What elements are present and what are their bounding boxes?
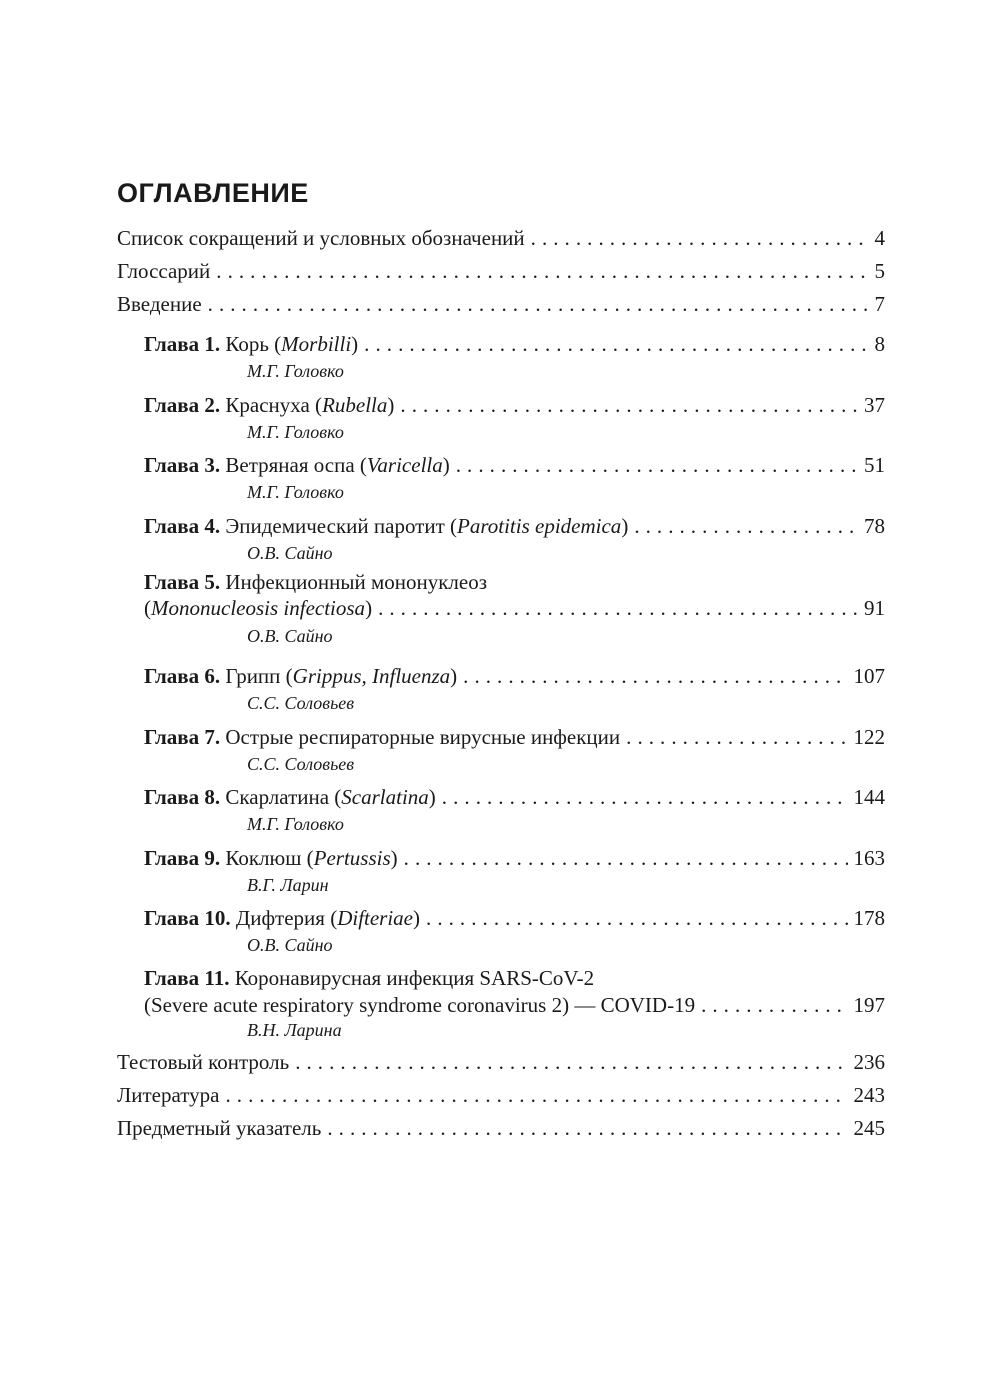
toc-chapter-6[interactable] xyxy=(117,660,885,721)
toc-chapter-11[interactable] xyxy=(117,962,885,1046)
chapter-number: Глава 2. xyxy=(144,393,221,417)
toc-page-number: 197 xyxy=(853,993,885,1017)
toc-item-introduction[interactable] xyxy=(117,288,885,328)
chapter-author: В.Г. Ларин xyxy=(247,875,329,895)
toc-page-number: 91 xyxy=(864,596,885,620)
dot-leader xyxy=(225,1083,847,1108)
chapter-title-close: ) xyxy=(450,664,458,688)
chapter-author: М.Г. Головко xyxy=(247,361,344,381)
toc-page-number: 7 xyxy=(874,292,885,316)
chapter-latin: Grippus, Influenza xyxy=(292,664,451,688)
chapter-title-line xyxy=(144,570,487,595)
chapter-latin: Varicella xyxy=(366,453,443,477)
chapter-latin: Rubella xyxy=(322,393,388,417)
chapter-title: Краснуха ( xyxy=(225,393,323,417)
toc-item-title: Список сокращений и условных обозначений xyxy=(117,226,525,250)
chapter-author: О.В. Сайно xyxy=(247,935,333,955)
chapter-title: Острые респираторные вирусные инфекции xyxy=(225,725,621,749)
chapter-title: Грипп ( xyxy=(225,664,293,688)
toc-item-abbreviations[interactable] xyxy=(117,222,885,255)
chapter-title: Коклюш ( xyxy=(225,846,314,870)
toc-item-title: Глоссарий xyxy=(117,259,211,283)
chapter-number: Глава 7. xyxy=(144,725,221,749)
chapter-author: В.Н. Ларина xyxy=(247,1020,342,1040)
chapter-author: С.С. Соловьев xyxy=(247,693,355,713)
chapter-title-close: ) xyxy=(442,453,450,477)
chapter-number: Глава 8. xyxy=(144,785,221,809)
dot-leader xyxy=(531,226,869,251)
toc-page-number: 51 xyxy=(864,453,885,477)
chapter-title-close: ) xyxy=(390,846,398,870)
toc-chapter-9[interactable] xyxy=(117,842,885,902)
toc-item-title: Тестовый контроль xyxy=(117,1050,290,1074)
toc-item-glossary[interactable] xyxy=(117,255,885,288)
chapter-title: Корь ( xyxy=(225,332,282,356)
chapter-title: Эпидемический паротит ( xyxy=(225,514,458,538)
chapter-title-close: ) xyxy=(621,514,629,538)
chapter-author: О.В. Сайно xyxy=(247,543,333,563)
chapter-number: Глава 3. xyxy=(144,453,221,477)
toc-page-number: 163 xyxy=(853,846,885,870)
dot-leader xyxy=(634,514,858,539)
toc-item-literature[interactable] xyxy=(117,1079,885,1112)
toc-item-test-control[interactable] xyxy=(117,1046,885,1079)
toc-item-title: Литература xyxy=(117,1083,220,1107)
chapter-title-open: ( xyxy=(144,596,151,620)
toc-page-number: 5 xyxy=(874,259,885,283)
chapter-latin: Morbilli xyxy=(281,332,352,356)
chapter-author: М.Г. Головко xyxy=(247,482,344,502)
chapter-author: О.В. Сайно xyxy=(247,626,333,646)
chapter-title: Коронавирусная инфекция SARS-CoV-2 xyxy=(234,966,595,990)
dot-leader xyxy=(208,292,869,317)
toc-page-number: 78 xyxy=(864,514,885,538)
chapter-title-close: ) xyxy=(428,785,436,809)
chapter-title-close: ) xyxy=(365,596,373,620)
toc-chapter-8[interactable] xyxy=(117,781,885,842)
chapter-number: Глава 9. xyxy=(144,846,221,870)
chapter-number: Глава 5. xyxy=(144,570,221,594)
chapter-latin: Difteriae xyxy=(337,906,414,930)
page-title: ОГЛАВЛЕНИЕ xyxy=(117,178,309,208)
toc-page-number: 243 xyxy=(853,1083,885,1107)
chapter-number: Глава 4. xyxy=(144,514,221,538)
chapter-number: Глава 11. xyxy=(144,966,230,990)
chapter-latin: Parotitis epidemica xyxy=(457,514,622,538)
dot-leader xyxy=(216,259,868,284)
chapter-title-close: ) xyxy=(387,393,395,417)
dot-leader xyxy=(456,453,858,478)
toc-page-number: 107 xyxy=(853,664,885,688)
toc-item-title: Предметный указатель xyxy=(117,1116,322,1140)
chapter-latin: Scarlatina xyxy=(341,785,429,809)
toc-chapter-2[interactable] xyxy=(117,389,885,449)
toc-page-number: 178 xyxy=(853,906,885,930)
toc-chapter-7[interactable] xyxy=(117,721,885,781)
chapter-title: Скарлатина ( xyxy=(225,785,342,809)
toc-page-number: 236 xyxy=(853,1050,885,1074)
toc-page-number: 144 xyxy=(853,785,885,809)
dot-leader xyxy=(463,664,847,689)
dot-leader xyxy=(400,393,858,418)
dot-leader xyxy=(364,332,868,357)
chapter-number: Глава 6. xyxy=(144,664,221,688)
dot-leader xyxy=(626,725,847,750)
dot-leader xyxy=(295,1050,847,1075)
chapter-title: Дифтерия ( xyxy=(235,906,338,930)
chapter-latin: Pertussis xyxy=(313,846,391,870)
toc-page-number: 37 xyxy=(864,393,885,417)
chapter-latin: Mononucleosis infectiosa xyxy=(151,596,366,620)
chapter-number: Глава 1. xyxy=(144,332,221,356)
dot-leader xyxy=(701,993,847,1018)
toc-chapter-4[interactable] xyxy=(117,510,885,566)
dot-leader xyxy=(404,846,848,871)
toc-item-subject-index[interactable] xyxy=(117,1112,885,1145)
chapter-number: Глава 10. xyxy=(144,906,231,930)
toc-chapter-5[interactable] xyxy=(117,566,885,660)
chapter-title-close: ) xyxy=(413,906,421,930)
toc-item-title: Введение xyxy=(117,292,202,316)
chapter-title: Ветряная оспа ( xyxy=(225,453,367,477)
toc-page-number: 122 xyxy=(853,725,885,749)
toc-page-number: 8 xyxy=(874,332,885,356)
toc-page-number: 4 xyxy=(874,226,885,250)
chapter-title-line xyxy=(144,966,594,991)
dot-leader xyxy=(442,785,848,810)
chapter-title: Инфекционный мононуклеоз xyxy=(225,570,488,594)
chapter-author: М.Г. Головко xyxy=(247,422,344,442)
table-of-contents xyxy=(117,222,885,1145)
dot-leader xyxy=(378,596,858,621)
chapter-author: С.С. Соловьев xyxy=(247,754,355,774)
toc-chapter-10[interactable] xyxy=(117,902,885,962)
toc-chapter-3[interactable] xyxy=(117,449,885,510)
toc-page-number: 245 xyxy=(853,1116,885,1140)
chapter-author: М.Г. Головко xyxy=(247,814,344,834)
dot-leader xyxy=(426,906,847,931)
chapter-title-close: ) xyxy=(351,332,359,356)
chapter-subtitle: (Severe acute respiratory syndrome coronavirus 2) — COVID-19 xyxy=(144,993,696,1017)
dot-leader xyxy=(327,1116,847,1141)
toc-chapter-1[interactable] xyxy=(117,328,885,389)
